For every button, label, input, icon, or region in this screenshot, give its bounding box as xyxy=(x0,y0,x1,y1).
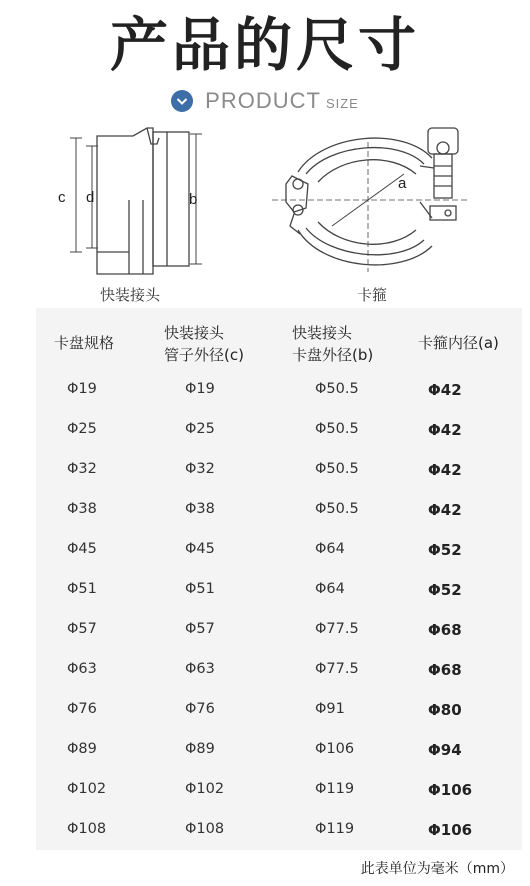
cell-spec: Φ76 xyxy=(67,701,97,717)
cell-ferrule-od: Φ119 xyxy=(315,781,355,797)
page-title: 产品的尺寸 xyxy=(109,11,420,79)
dim-label-b: b xyxy=(189,191,198,208)
cell-spec: Φ102 xyxy=(67,781,107,797)
unit-note: 此表单位为毫米（mm） xyxy=(360,861,514,877)
header-pipe-od-line1: 快装接头 xyxy=(164,324,225,342)
check-circle-icon xyxy=(171,90,193,112)
cell-spec: Φ89 xyxy=(67,741,97,757)
cell-spec: Φ25 xyxy=(67,421,97,437)
cell-ferrule-od: Φ50.5 xyxy=(315,461,359,477)
subtitle-small: SIZE xyxy=(325,96,359,111)
header-ferrule-od-line1: 快装接头 xyxy=(292,324,353,342)
cell-clamp-id: Φ80 xyxy=(428,701,462,719)
cell-pipe-od: Φ63 xyxy=(185,661,215,677)
cell-ferrule-od: Φ119 xyxy=(315,821,355,837)
cell-clamp-id: Φ52 xyxy=(428,541,462,559)
cell-ferrule-od: Φ77.5 xyxy=(315,621,359,637)
cell-ferrule-od: Φ77.5 xyxy=(315,661,359,677)
cell-clamp-id: Φ94 xyxy=(428,741,462,759)
cell-pipe-od: Φ38 xyxy=(185,501,215,517)
ferrule-caption: 快装接头 xyxy=(99,286,160,304)
cell-ferrule-od: Φ50.5 xyxy=(315,421,359,437)
cell-ferrule-od: Φ91 xyxy=(315,701,345,717)
cell-pipe-od: Φ108 xyxy=(185,821,225,837)
cell-spec: Φ32 xyxy=(67,461,97,477)
cell-pipe-od: Φ89 xyxy=(185,741,215,757)
cell-ferrule-od: Φ64 xyxy=(315,581,345,597)
dim-label-d: d xyxy=(86,189,95,206)
dim-label-a: a xyxy=(398,175,407,192)
cell-pipe-od: Φ19 xyxy=(185,381,215,397)
header-clamp-id: 卡箍内径(a) xyxy=(418,334,499,352)
cell-spec: Φ57 xyxy=(67,621,97,637)
header-ferrule-od-line2: 卡盘外径(b) xyxy=(292,346,374,364)
cell-ferrule-od: Φ50.5 xyxy=(315,501,359,517)
cell-spec: Φ108 xyxy=(67,821,107,837)
cell-pipe-od: Φ45 xyxy=(185,541,215,557)
cell-clamp-id: Φ68 xyxy=(428,661,462,679)
cell-clamp-id: Φ42 xyxy=(428,381,462,399)
cell-clamp-id: Φ52 xyxy=(428,581,462,599)
header-spec: 卡盘规格 xyxy=(54,334,115,352)
cell-clamp-id: Φ106 xyxy=(428,781,473,799)
cell-spec: Φ51 xyxy=(67,581,97,597)
cell-spec: Φ38 xyxy=(67,501,97,517)
cell-spec: Φ19 xyxy=(67,381,97,397)
clamp-caption: 卡箍 xyxy=(356,286,387,304)
cell-clamp-id: Φ42 xyxy=(428,461,462,479)
cell-pipe-od: Φ76 xyxy=(185,701,215,717)
ferrule-drawing xyxy=(55,122,225,282)
cell-ferrule-od: Φ64 xyxy=(315,541,345,557)
cell-ferrule-od: Φ106 xyxy=(315,741,355,757)
cell-spec: Φ63 xyxy=(67,661,97,677)
dim-label-c: c xyxy=(58,189,66,206)
subtitle-main: PRODUCT xyxy=(205,88,321,113)
cell-clamp-id: Φ42 xyxy=(428,501,462,519)
cell-clamp-id: Φ68 xyxy=(428,621,462,639)
header-pipe-od-line2: 管子外径(c) xyxy=(164,346,244,364)
dimension-table xyxy=(36,308,522,850)
cell-pipe-od: Φ102 xyxy=(185,781,225,797)
clamp-drawing xyxy=(272,122,472,282)
cell-pipe-od: Φ51 xyxy=(185,581,215,597)
cell-clamp-id: Φ42 xyxy=(428,421,462,439)
cell-pipe-od: Φ25 xyxy=(185,421,215,437)
section-subtitle xyxy=(0,86,530,116)
cell-clamp-id: Φ106 xyxy=(428,821,473,839)
cell-spec: Φ45 xyxy=(67,541,97,557)
cell-pipe-od: Φ32 xyxy=(185,461,215,477)
cell-pipe-od: Φ57 xyxy=(185,621,215,637)
cell-ferrule-od: Φ50.5 xyxy=(315,381,359,397)
